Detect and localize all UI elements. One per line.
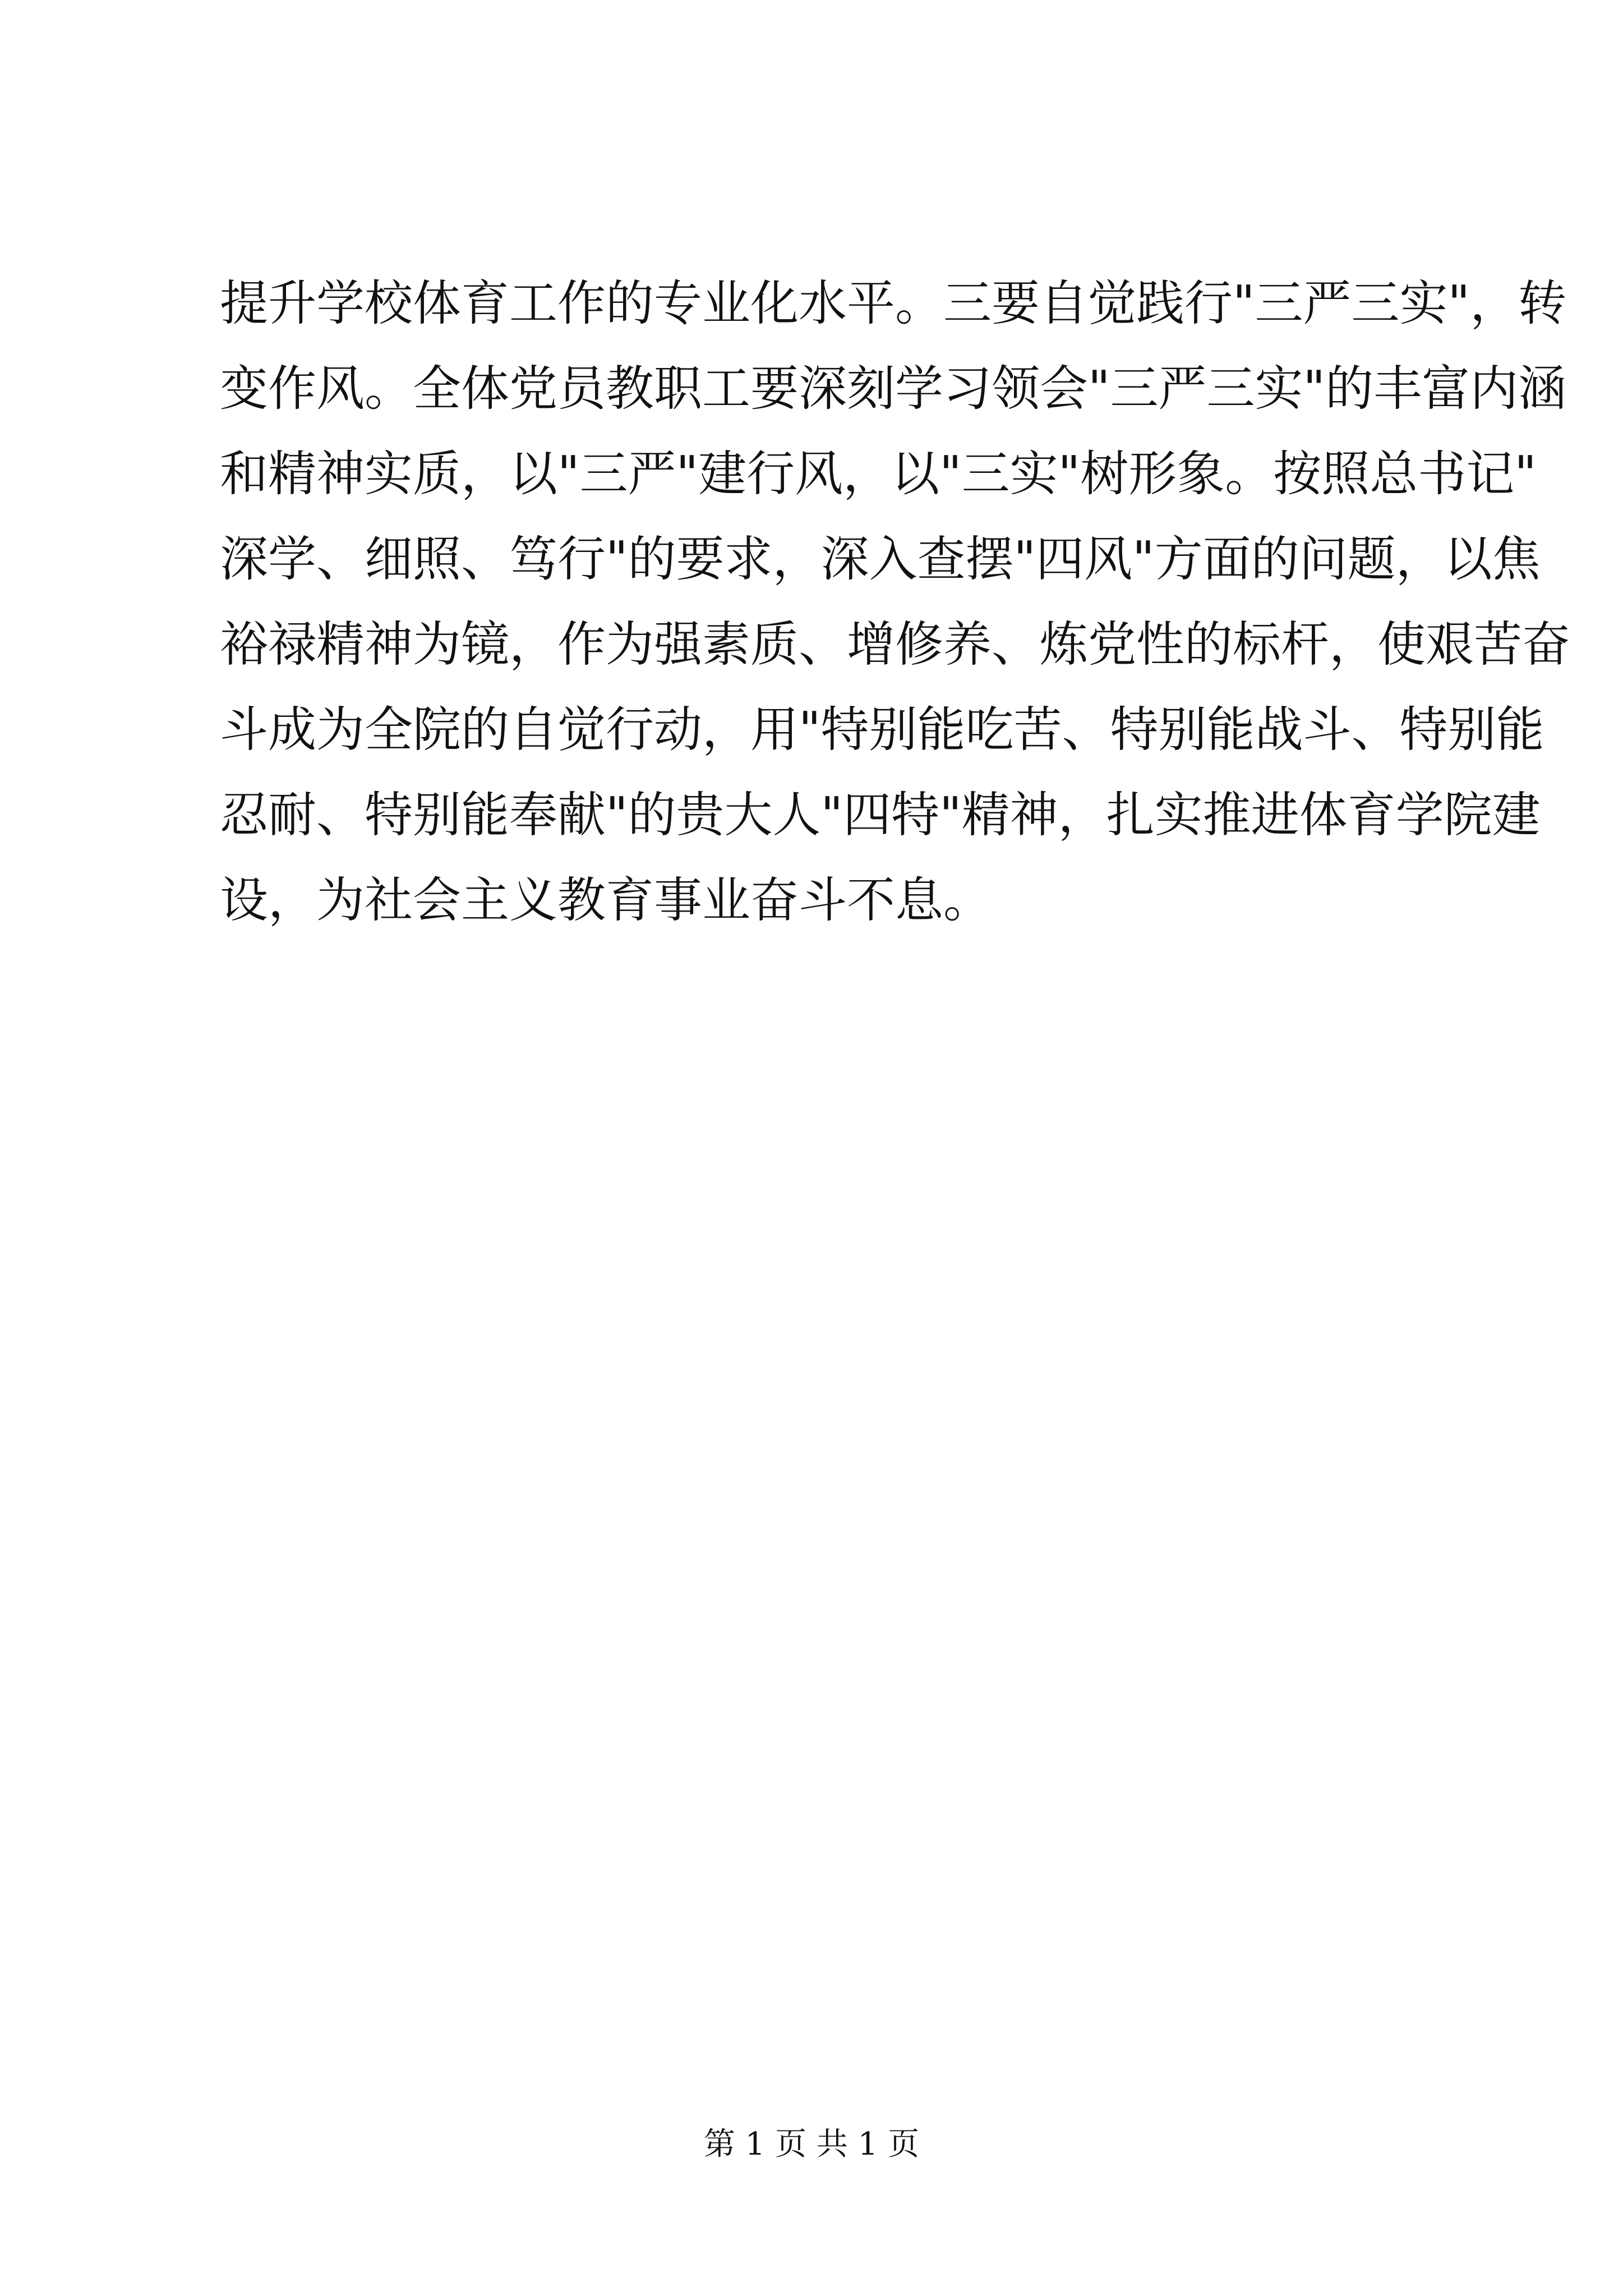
text-line: 提升学校体育工作的专业化水平。三要自觉践行"三严三实"，转 [220, 275, 1567, 332]
text-line: 和精神实质，以"三严"建行风，以"三实"树形象。按照总书记" [220, 446, 1537, 502]
text-line: 忍耐、特别能奉献"的贵大人"四特"精神，扎实推进体育学院建 [220, 787, 1541, 843]
text-line: 变作风。全体党员教职工要深刻学习领会"三严三实"的丰富内涵 [220, 361, 1567, 417]
text-line: 设，为社会主义教育事业奋斗不息。 [220, 872, 992, 928]
text-line: 深学、细照、笃行"的要求，深入查摆"四风"方面的问题，以焦 [220, 531, 1541, 587]
body-paragraph [220, 261, 1570, 943]
page-number-footer: 第 1 页 共 1 页 [703, 2126, 920, 2162]
text-line: 裕禄精神为镜，作为强素质、增修养、炼党性的标杆，使艰苦奋 [220, 616, 1570, 673]
text-line: 斗成为全院的自觉行动，用"特别能吃苦、特别能战斗、特别能 [220, 702, 1544, 758]
